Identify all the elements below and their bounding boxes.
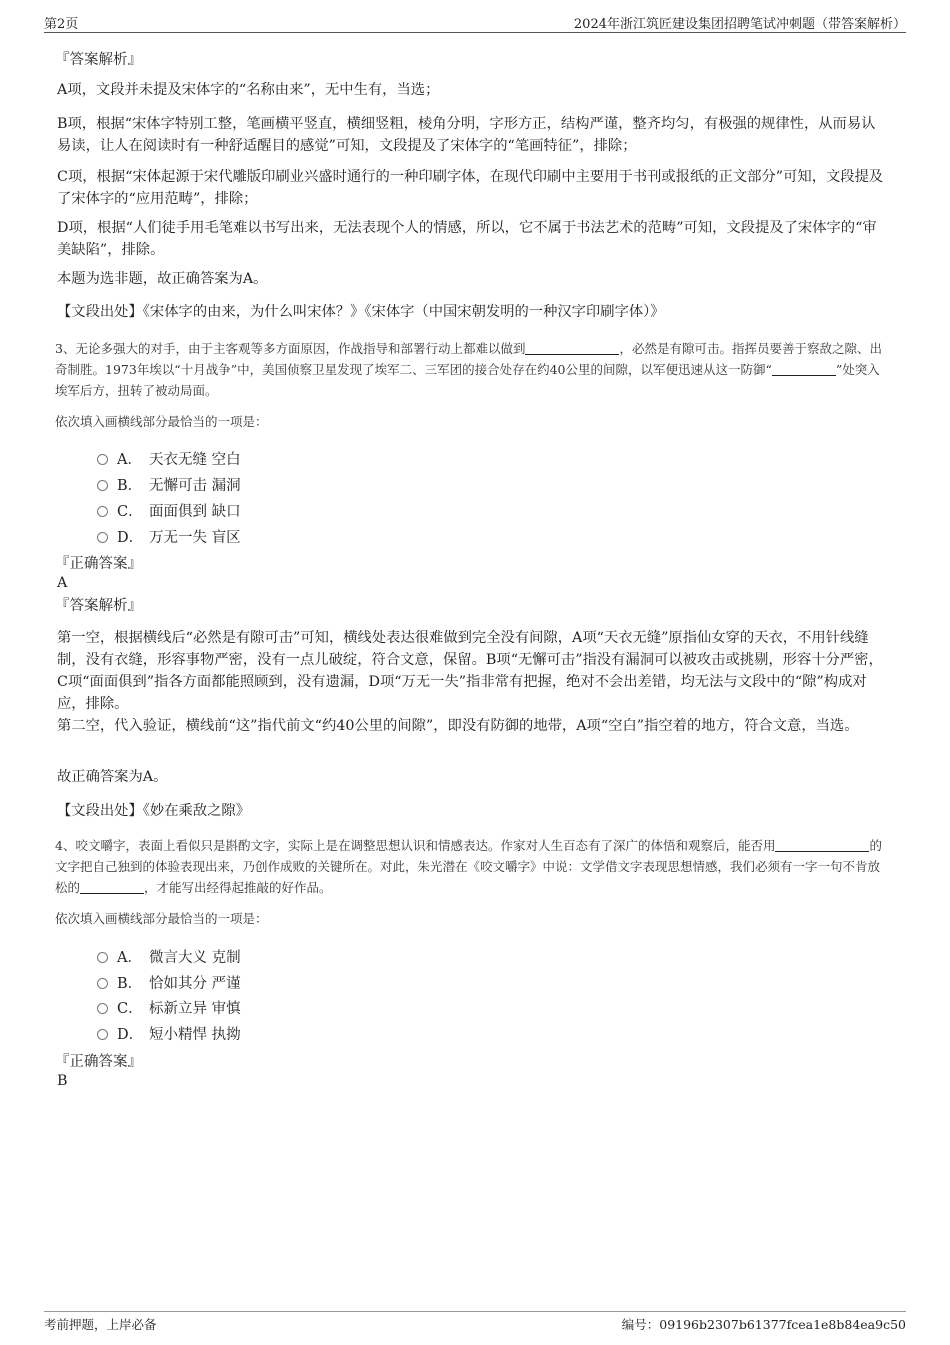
q4-blank-2 — [80, 880, 144, 894]
q2-analysis-para-d: D项，根据“人们徒手用毛笔难以书写出来，无法表现个人的情感，所以，它不属于书法艺术的范畴”可知，文段提及了宋体字的“审美缺陷”，排除。 — [57, 220, 877, 258]
q2-analysis-para-a: A项，文段并未提及宋体字的“名称由来”，无中生有，当选； — [57, 82, 440, 98]
q2-source: 【文段出处】《宋体字的由来，为什么叫宋体？》《宋体字（中国宋朝发明的一种汉字印刷字体）》 — [57, 304, 665, 320]
q4-option-d[interactable]: D． 短小精悍 执拗 — [97, 1023, 241, 1043]
q3-analysis-para-1: 第一空，根据横线后“必然是有隙可击”可知，横线处表达很难做到完全没有间隙，A项“天衣无缝”原指仙女穿的天衣，不用针线缝制，没有衣缝，形容事物严密，没有一点儿破绽，符合文意，保留。B项“无懈可击”指没有漏洞可以被攻击或挑剔，形容十分严密，C项“面面俱到”指各方面都能照顾到，没有遗漏，D项“万无一失”指非常有把握，绝对不会出差错，均无法与文段中的“隙”构成对应，排除。 — [57, 630, 883, 712]
radio-icon[interactable] — [97, 952, 108, 963]
q4-prompt: 依次填入画横线部分最恰当的一项是： — [55, 911, 268, 926]
q3-analysis-label: 『答案解析』 — [55, 598, 142, 614]
q4-option-c[interactable]: C． 标新立异 审慎 — [97, 997, 241, 1017]
page-footer — [44, 1311, 906, 1332]
footer-slogan: 考前押题，上岸必备 — [44, 1317, 157, 1332]
q4-stem: 4、咬文嚼字，表面上看似只是斟酌文字，实际上是在调整思想认识和情感表达。作家对人生百态有了深广的体悟和观察后，能否用 的文字把自己独到的体验表现出来，乃创作成败的关键所在。对此，朱光潜在《咬文嚼字》中说：文学借文字表现思想情感，我们必须有一字一句不肯放松的 ，才能写出经得起推敲的好作品。 — [55, 838, 882, 895]
q2-answer-conclusion: 本题为选非题，故正确答案为A。 — [57, 271, 268, 287]
q3-prompt: 依次填入画横线部分最恰当的一项是： — [55, 414, 268, 429]
q3-option-a[interactable]: A． 天衣无缝 空白 — [97, 448, 241, 468]
q3-option-d[interactable]: D． 万无一失 盲区 — [97, 526, 241, 546]
q4-option-a[interactable]: A． 微言大义 克制 — [97, 946, 241, 966]
radio-icon[interactable] — [97, 480, 108, 491]
q4-answer-label: 『正确答案』 — [55, 1054, 142, 1070]
q2-analysis-label: 『答案解析』 — [55, 52, 142, 68]
radio-icon[interactable] — [97, 1029, 108, 1040]
q3-analysis-para-2: 第二空，代入验证，横线前“这”指代前文“约40公里的间隙”，即没有防御的地带，A项“空白”指空着的地方，符合文意，当选。 — [57, 718, 859, 734]
q3-option-b[interactable]: B． 无懈可击 漏洞 — [97, 474, 241, 494]
q2-analysis-para-c: C项，根据“宋体起源于宋代雕版印刷业兴盛时通行的一种印刷字体，在现代印刷中主要用于书刊或报纸的正文部分”可知，文段提及了宋体字的“应用范畴”，排除； — [57, 169, 884, 207]
q3-source: 【文段出处】《妙在乘敌之隙》 — [57, 803, 251, 819]
q2-analysis-para-b: B项，根据“宋体字特别工整，笔画横平竖直，横细竖粗，棱角分明，字形方正，结构严谨，整齐均匀，有极强的规律性，从而易认易读，让人在阅读时有一种舒适醒目的感觉”可知，文段提及了宋体字的“笔画特征”，排除； — [57, 116, 876, 154]
q3-blank-1 — [525, 341, 619, 355]
q3-answer-label: 『正确答案』 — [55, 556, 142, 572]
radio-icon[interactable] — [97, 1003, 108, 1014]
radio-icon[interactable] — [97, 978, 108, 989]
radio-icon[interactable] — [97, 532, 108, 543]
q3-stem: 3、无论多强大的对手，由于主客观等多方面原因，作战指导和部署行动上都难以做到 ，必然是有隙可击。指挥员要善于察敌之隙、出奇制胜。1973年埃以“十月战争”中，美国侦察卫星发现了埃军二、三军团的接合处存在约40公里的间隙，以军便迅速从这一防御“ ”处突入埃军后方，扭转了被动局面。 — [55, 341, 882, 398]
q3-option-c[interactable]: C． 面面俱到 缺口 — [97, 500, 241, 520]
document-id: 编号：09196b2307b61377fcea1e8b84ea9c50 — [621, 1317, 906, 1332]
q3-blank-2 — [772, 362, 836, 376]
q3-answer-conclusion: 故正确答案为A。 — [57, 769, 168, 785]
q3-answer: A — [57, 575, 68, 591]
q4-answer: B — [57, 1073, 68, 1089]
page-number: 第2页 — [44, 17, 79, 32]
document-title: 2024年浙江筑匠建设集团招聘笔试冲刺题（带答案解析） — [573, 17, 906, 32]
radio-icon[interactable] — [97, 454, 108, 465]
q4-option-b[interactable]: B． 恰如其分 严谨 — [97, 972, 241, 992]
radio-icon[interactable] — [97, 506, 108, 517]
q4-blank-1 — [775, 838, 869, 852]
page-header — [44, 12, 906, 33]
